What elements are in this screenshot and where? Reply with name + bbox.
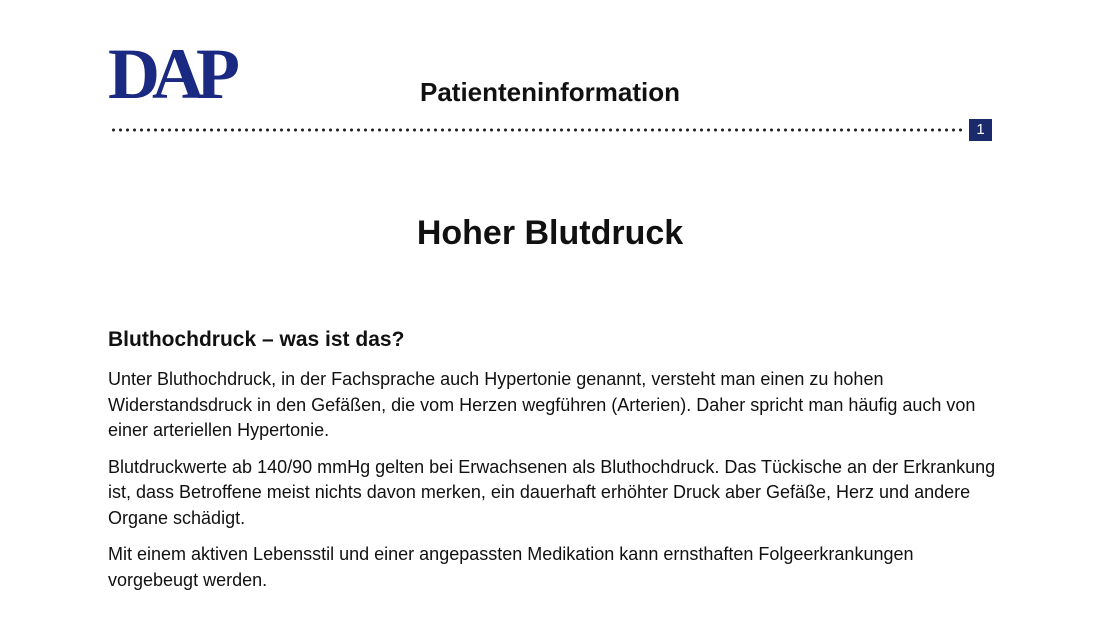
content-section <box>108 325 1008 604</box>
paragraph-definition: Unter Bluthochdruck, in der Fachsprache auch Hypertonie genannt, versteht man einen zu hohen Widerstandsdruck in den Gefäßen, die vom Herzen wegführen (Arterien). Daher spricht man häufig auch von einer arteriellen Hypertonie. <box>108 369 976 440</box>
document-title: Hoher Blutdruck <box>416 214 684 252</box>
section-heading: Bluthochdruck – was ist das? <box>108 328 405 351</box>
dap-logo: DAP <box>108 34 232 114</box>
header-title: Patienteninformation <box>419 77 680 107</box>
paragraph-values: Blutdruckwerte ab 140/90 mmHg gelten bei Erwachsenen als Bluthochdruck. Das Tückische an der Erkrankung ist, dass Betroffene meist nichts davon merken, ein dauerhaft erhöhter Druck aber Gefäße, Herz und andere Organe schädigt. <box>108 456 996 528</box>
dotted-divider <box>110 128 966 132</box>
paragraph-prevention: Mit einem aktiven Lebensstil und einer angepassten Medikation kann ernsthaften Folgeerkrankungen vorgebeugt werden. <box>108 544 914 590</box>
page-number-badge: 1 <box>969 119 992 141</box>
